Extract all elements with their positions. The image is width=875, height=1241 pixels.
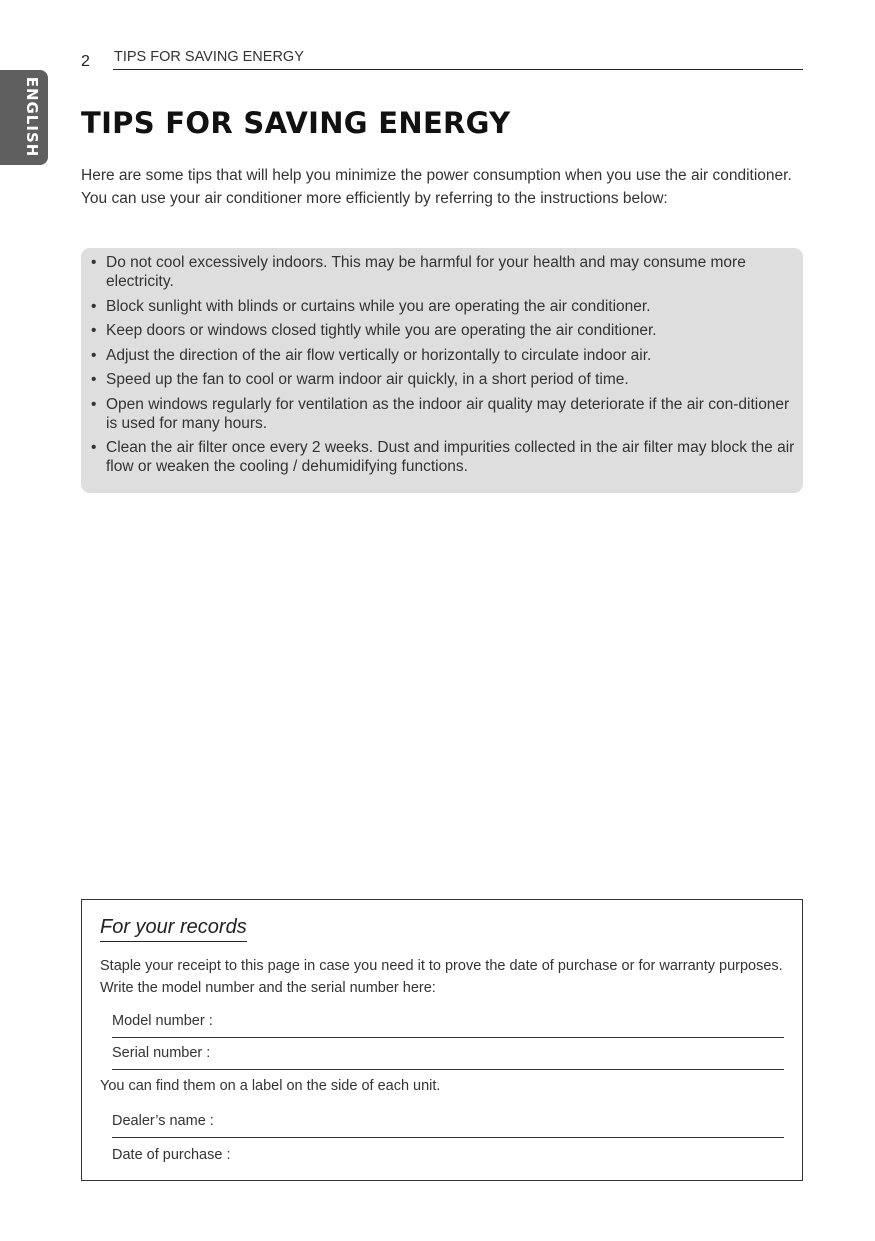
records-intro: Staple your receipt to this page in case you need it to prove the date of purchase or for warranty purposes. Write the model number and the serial number here: <box>100 958 783 996</box>
records-title: For your records <box>100 914 247 942</box>
tip-text: Adjust the direction of the air flow vertically or horizontally to circulate indoor air. <box>106 346 652 364</box>
tip-text: Keep doors or windows closed tightly while you are operating the air conditioner. <box>106 322 657 339</box>
tip-item <box>91 395 803 433</box>
running-header: TIPS FOR SAVING ENERGY <box>114 49 304 65</box>
bullet-icon: • <box>91 254 97 271</box>
bullet-icon: • <box>91 346 97 364</box>
tips-box <box>81 248 803 493</box>
tip-item <box>91 253 803 291</box>
bullet-icon: • <box>91 297 97 315</box>
bullet-icon: • <box>91 322 97 339</box>
tip-text: Speed up the fan to cool or warm indoor air quickly, in a short period of time. <box>106 371 629 388</box>
dealer-name-field[interactable] <box>112 1107 784 1138</box>
tip-text: Clean the air filter once every 2 weeks. Dust and impurities collected in the air filter may block the air flow or weaken the cooling / dehumidifying functions. <box>106 439 795 475</box>
intro-paragraph: Here are some tips that will help you minimize the power consumption when you use the air conditioner. You can use your air conditioner more efficiently by referring to the instructions below: <box>81 167 792 207</box>
tip-text: Block sunlight with blinds or curtains while you are operating the air conditioner. <box>106 297 651 315</box>
page-title: TIPS FOR SAVING ENERGY <box>81 106 511 140</box>
date-of-purchase-field[interactable] <box>112 1141 784 1171</box>
bullet-icon: • <box>91 395 97 413</box>
tip-item <box>91 438 803 476</box>
records-note: You can find them on a label on the side of each unit. <box>100 1078 441 1094</box>
serial-number-label: Serial number : <box>112 1045 211 1061</box>
bullet-icon: • <box>91 371 97 388</box>
bullet-icon: • <box>91 439 97 456</box>
tip-text: Open windows regularly for ventilation as the indoor air quality may deteriorate if the air con-ditioner is used for many hours. <box>106 395 790 432</box>
tips-list <box>91 253 803 476</box>
tip-item <box>91 370 803 389</box>
dealer-name-label: Dealer’s name : <box>112 1113 214 1129</box>
tip-item <box>91 346 803 365</box>
language-tab-label: ENGLISH <box>23 76 41 158</box>
page-number: 2 <box>81 53 90 70</box>
tip-item <box>91 297 803 316</box>
records-box <box>81 899 803 1181</box>
header-divider <box>113 69 803 70</box>
date-of-purchase-label: Date of purchase : <box>112 1147 231 1163</box>
model-number-label: Model number : <box>112 1013 213 1029</box>
model-number-field[interactable] <box>112 1007 784 1038</box>
tip-text: Do not cool excessively indoors. This may be harmful for your health and may consume more electricity. <box>106 254 746 290</box>
serial-number-field[interactable] <box>112 1039 784 1070</box>
tip-item <box>91 321 803 340</box>
